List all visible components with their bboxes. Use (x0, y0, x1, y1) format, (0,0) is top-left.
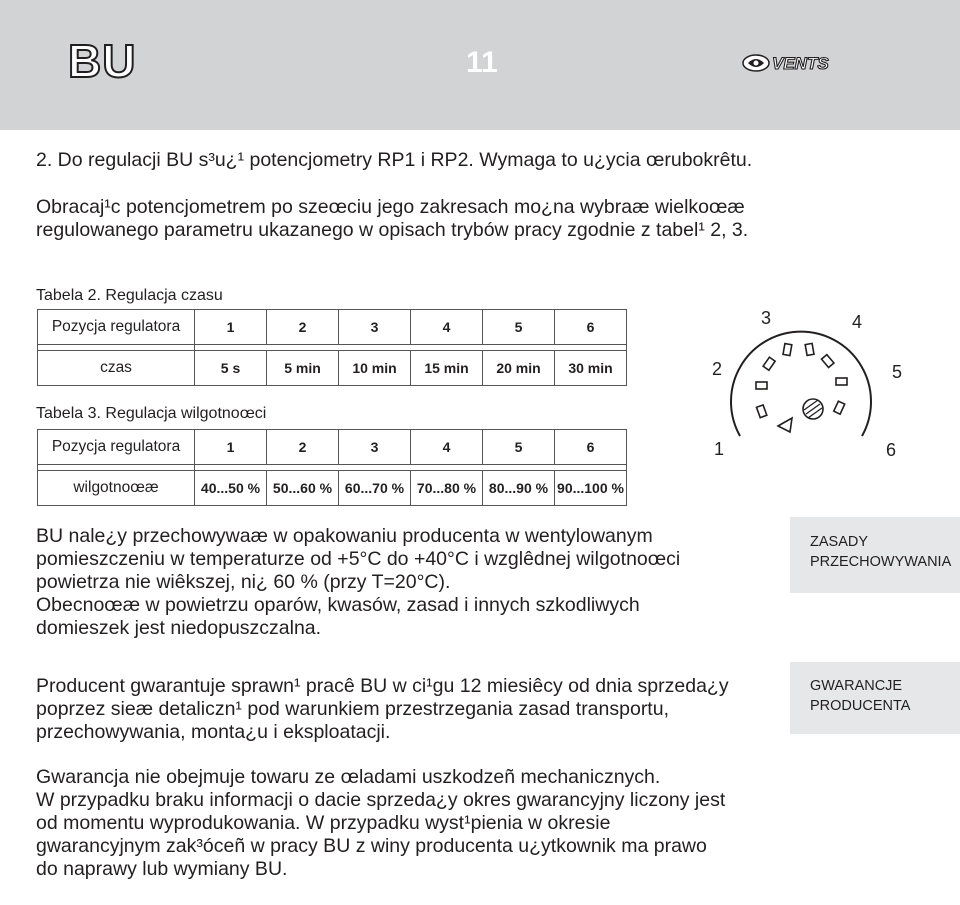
intro-line-1: Obracaj¹c potencjometrem po szeœciu jego zakresach mo¿na wybraæ wielkoœæ (36, 196, 745, 218)
table-cell: 40...50 % (195, 471, 267, 506)
step-2-text: 2. Do regulacji BU s³u¿¹ potencjometry RP1 i RP2. Wymaga to u¿ycia œrubokrêtu. (36, 149, 753, 171)
storage-text: BU nale¿y przechowywaæ w opakowaniu producenta w wentylowanym pomieszczeniu w temperaturze od +5°C do +40°C i wzglêdnej wilgotnoœci powietrza nie wiêkszej, ni¿ 60 % (przy T=20°C). Obecnoœæ w powietrzu oparów, kwasów, zasad i innych szkodliwych domieszek jest niedopuszczalna. (36, 525, 681, 639)
warranty-side-label: GWARANCJE PRODUCENTA (810, 678, 911, 714)
table-cell: 1 (195, 430, 267, 465)
table-cell: 50...60 % (267, 471, 339, 506)
brand-name: VENTS (772, 54, 829, 73)
table-row-label: czas (38, 351, 195, 386)
table-cell: 2 (267, 430, 339, 465)
table-cell: 4 (411, 430, 483, 465)
dial-label: 3 (761, 308, 772, 328)
table-cell: 30 min (555, 351, 627, 386)
table-row-label: wilgotnoœæ (38, 471, 195, 506)
table-cell: 10 min (339, 351, 411, 386)
table-cell: 6 (555, 310, 627, 345)
potentiometer-dial-diagram (700, 298, 912, 470)
dial-label: 1 (714, 439, 725, 459)
table-row (38, 430, 627, 465)
table-cell: 2 (267, 310, 339, 345)
table-row (38, 310, 627, 345)
table-2-caption: Tabela 2. Regulacja czasu (36, 287, 223, 304)
table-cell: 3 (339, 310, 411, 345)
table-row (38, 351, 627, 386)
table-row (38, 471, 627, 506)
table-row-label: Pozycja regulatora (38, 310, 195, 345)
dial-label: 4 (852, 312, 863, 332)
storage-side-label: ZASADY PRZECHOWYWANIA (810, 534, 952, 570)
table-cell: 6 (555, 430, 627, 465)
page-number: 11 (466, 46, 498, 79)
page-header (0, 0, 960, 130)
table-cell: 5 s (195, 351, 267, 386)
table-cell: 20 min (483, 351, 555, 386)
dial-label: 6 (886, 440, 897, 460)
humidity-table (37, 429, 627, 506)
table-cell: 5 (483, 430, 555, 465)
table-cell: 15 min (411, 351, 483, 386)
vents-logo (742, 52, 860, 74)
table-3-caption: Tabela 3. Regulacja wilgotnoœci (36, 405, 267, 422)
table-cell: 60...70 % (339, 471, 411, 506)
table-row-label: Pozycja regulatora (38, 430, 195, 465)
time-table (37, 309, 627, 386)
table-cell: 5 min (267, 351, 339, 386)
table-cell: 1 (195, 310, 267, 345)
product-code: BU (68, 35, 137, 87)
table-cell: 80...90 % (483, 471, 555, 506)
intro-line-2: regulowanego parametru ukazanego w opisach trybów pracy zgodnie z tabel¹ 2, 3. (36, 219, 749, 241)
table-cell: 5 (483, 310, 555, 345)
dial-label: 5 (892, 362, 903, 382)
table-cell: 4 (411, 310, 483, 345)
warranty-exclusions-text: Gwarancja nie obejmuje towaru ze œladami uszkodzeñ mechanicznych. W przypadku braku informacji o dacie sprzeda¿y okres gwarancyjny liczony jest od momentu wyprodukowania. W przypadku wyst¹pienia w okresie gwarancyjnym zak³óceñ w pracy BU z winy producenta u¿ytkownik ma prawo do naprawy lub wymiany BU. (36, 766, 726, 880)
table-cell: 90...100 % (555, 471, 627, 506)
warranty-text: Producent gwarantuje sprawn¹ pracê BU w ci¹gu 12 miesiêcy od dnia sprzeda¿y poprzez sieæ detaliczn¹ pod warunkiem przestrzegania zasad transportu, przechowywania, monta¿u i eksploatacji. (36, 675, 729, 743)
table-cell: 3 (339, 430, 411, 465)
table-cell: 70...80 % (411, 471, 483, 506)
dial-label: 2 (712, 359, 723, 379)
